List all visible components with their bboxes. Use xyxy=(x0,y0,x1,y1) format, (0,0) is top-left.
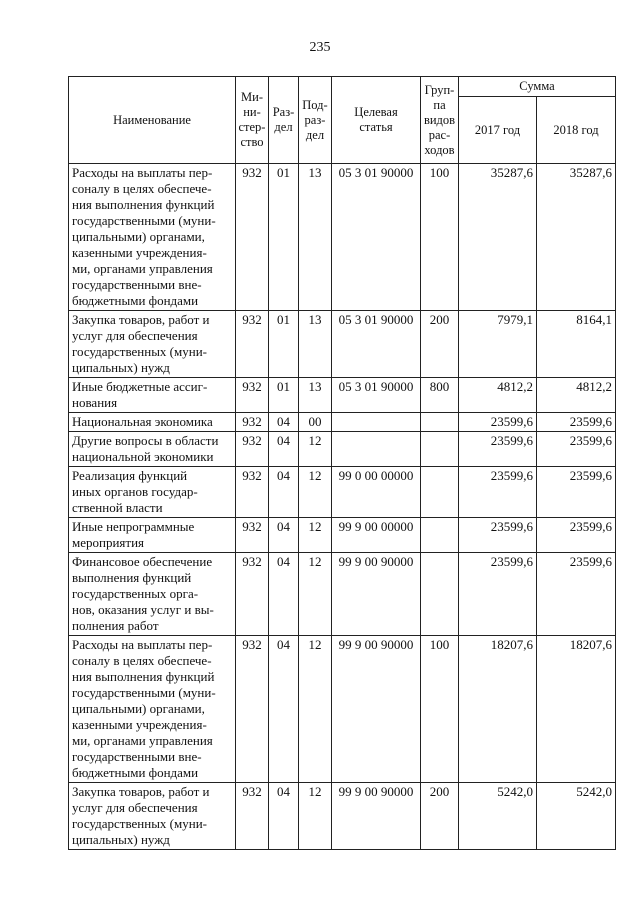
budget-table xyxy=(68,76,616,850)
row-section-cell: 04 xyxy=(269,413,299,432)
row-name-cell: Закупка товаров, работ и услуг для обеспечения государственных (муни- ципальных) нужд xyxy=(69,783,236,850)
row-2018-cell: 5242,0 xyxy=(537,783,616,850)
header-sum: Сумма xyxy=(459,77,616,97)
row-section-cell: 01 xyxy=(269,164,299,311)
row-section-cell: 04 xyxy=(269,467,299,518)
row-subsection-cell: 12 xyxy=(299,553,332,636)
page-number: 235 xyxy=(309,40,331,55)
row-group-cell: 800 xyxy=(421,378,459,413)
row-group-cell: 100 xyxy=(421,636,459,783)
row-subsection-cell: 13 xyxy=(299,311,332,378)
row-group-cell xyxy=(421,518,459,553)
row-2017-cell: 7979,1 xyxy=(459,311,537,378)
row-section-cell: 04 xyxy=(269,553,299,636)
row-name-cell: Расходы на выплаты пер- соналу в целях обеспече- ния выполнения функций государственными (муни- ципальными) органами, казенными учреждения- ми, органами управления государственными вне- бюджетными фондами xyxy=(69,164,236,311)
row-name-cell: Расходы на выплаты пер- соналу в целях обеспече- ния выполнения функций государственными (муни- ципальными) органами, казенными учреждения- ми, органами управления государственными вне- бюджетными фондами xyxy=(69,636,236,783)
row-2018-cell: 8164,1 xyxy=(537,311,616,378)
row-target-cell: 99 9 00 90000 xyxy=(332,783,421,850)
table-header xyxy=(69,77,616,164)
row-target-cell xyxy=(332,413,421,432)
row-name-cell: Иные бюджетные ассиг- нования xyxy=(69,378,236,413)
row-group-cell: 100 xyxy=(421,164,459,311)
row-2018-cell: 18207,6 xyxy=(537,636,616,783)
header-name: Наименование xyxy=(69,77,236,164)
row-2017-cell: 23599,6 xyxy=(459,467,537,518)
header-ministry: Ми- ни- стер- ство xyxy=(236,77,269,164)
table-row xyxy=(69,783,616,850)
header-year-2018: 2018 год xyxy=(537,97,616,164)
header-target: Целевая статья xyxy=(332,77,421,164)
row-ministry-cell: 932 xyxy=(236,518,269,553)
row-2018-cell: 23599,6 xyxy=(537,413,616,432)
table-row xyxy=(69,553,616,636)
row-subsection-cell: 13 xyxy=(299,164,332,311)
row-2017-cell: 23599,6 xyxy=(459,432,537,467)
row-section-cell: 04 xyxy=(269,518,299,553)
row-subsection-cell: 12 xyxy=(299,467,332,518)
row-subsection-cell: 12 xyxy=(299,518,332,553)
table-row xyxy=(69,164,616,311)
row-2017-cell: 4812,2 xyxy=(459,378,537,413)
row-target-cell: 05 3 01 90000 xyxy=(332,378,421,413)
row-2017-cell: 23599,6 xyxy=(459,553,537,636)
table-row xyxy=(69,378,616,413)
row-target-cell: 05 3 01 90000 xyxy=(332,311,421,378)
table-row xyxy=(69,432,616,467)
row-2018-cell: 4812,2 xyxy=(537,378,616,413)
row-subsection-cell: 12 xyxy=(299,432,332,467)
table-row xyxy=(69,518,616,553)
row-subsection-cell: 12 xyxy=(299,636,332,783)
table-row xyxy=(69,636,616,783)
row-ministry-cell: 932 xyxy=(236,783,269,850)
row-section-cell: 04 xyxy=(269,783,299,850)
row-group-cell: 200 xyxy=(421,311,459,378)
row-2018-cell: 35287,6 xyxy=(537,164,616,311)
row-section-cell: 01 xyxy=(269,311,299,378)
row-ministry-cell: 932 xyxy=(236,164,269,311)
row-subsection-cell: 13 xyxy=(299,378,332,413)
table-body xyxy=(69,164,616,850)
header-group: Груп- па видов рас- ходов xyxy=(421,77,459,164)
row-target-cell: 99 0 00 00000 xyxy=(332,467,421,518)
table-row xyxy=(69,413,616,432)
row-2018-cell: 23599,6 xyxy=(537,432,616,467)
table-row xyxy=(69,467,616,518)
row-name-cell: Закупка товаров, работ и услуг для обеспечения государственных (муни- ципальных) нужд xyxy=(69,311,236,378)
row-section-cell: 01 xyxy=(269,378,299,413)
row-name-cell: Другие вопросы в области национальной экономики xyxy=(69,432,236,467)
row-target-cell: 99 9 00 90000 xyxy=(332,553,421,636)
row-name-cell: Национальная экономика xyxy=(69,413,236,432)
row-ministry-cell: 932 xyxy=(236,467,269,518)
row-group-cell xyxy=(421,467,459,518)
header-section: Раз- дел xyxy=(269,77,299,164)
row-ministry-cell: 932 xyxy=(236,636,269,783)
row-target-cell xyxy=(332,432,421,467)
row-2017-cell: 23599,6 xyxy=(459,413,537,432)
row-subsection-cell: 12 xyxy=(299,783,332,850)
row-name-cell: Финансовое обеспечение выполнения функций государственных орга- нов, оказания услуг и вы- полнения работ xyxy=(69,553,236,636)
header-subsection: Под- раз- дел xyxy=(299,77,332,164)
row-section-cell: 04 xyxy=(269,432,299,467)
header-year-2017: 2017 год xyxy=(459,97,537,164)
row-ministry-cell: 932 xyxy=(236,378,269,413)
row-target-cell: 99 9 00 90000 xyxy=(332,636,421,783)
row-target-cell: 05 3 01 90000 xyxy=(332,164,421,311)
row-2017-cell: 18207,6 xyxy=(459,636,537,783)
row-name-cell: Иные непрограммные мероприятия xyxy=(69,518,236,553)
row-2017-cell: 35287,6 xyxy=(459,164,537,311)
table-row xyxy=(69,311,616,378)
row-section-cell: 04 xyxy=(269,636,299,783)
row-subsection-cell: 00 xyxy=(299,413,332,432)
row-group-cell xyxy=(421,413,459,432)
row-group-cell xyxy=(421,553,459,636)
row-name-cell: Реализация функций иных органов государ- ственной власти xyxy=(69,467,236,518)
row-ministry-cell: 932 xyxy=(236,553,269,636)
row-group-cell xyxy=(421,432,459,467)
row-2018-cell: 23599,6 xyxy=(537,553,616,636)
row-target-cell: 99 9 00 00000 xyxy=(332,518,421,553)
row-2018-cell: 23599,6 xyxy=(537,467,616,518)
row-ministry-cell: 932 xyxy=(236,311,269,378)
row-ministry-cell: 932 xyxy=(236,432,269,467)
row-2017-cell: 5242,0 xyxy=(459,783,537,850)
row-ministry-cell: 932 xyxy=(236,413,269,432)
row-group-cell: 200 xyxy=(421,783,459,850)
row-2017-cell: 23599,6 xyxy=(459,518,537,553)
row-2018-cell: 23599,6 xyxy=(537,518,616,553)
